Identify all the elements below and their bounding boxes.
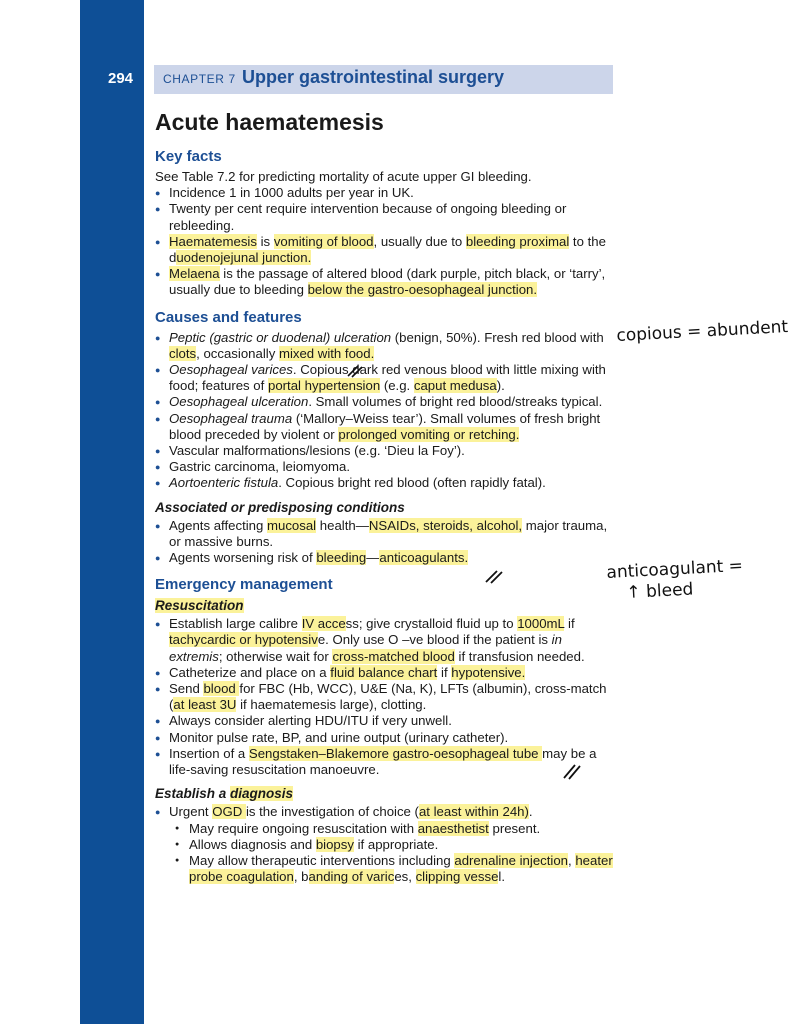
diagnosis-list	[155, 804, 615, 820]
list-item: ● Catheterize and place on a fluid balance chart if hypotensive.	[155, 665, 615, 681]
pen-strike-mark	[484, 568, 504, 584]
chapter-title: Upper gastrointestinal surgery	[242, 67, 505, 87]
list-item: ● Twenty per cent require intervention because of ongoing bleeding or rebleeding.	[155, 201, 615, 233]
list-item: ● Urgent OGD is the investigation of choice (at least within 24h).	[155, 804, 615, 820]
list-item: ● Monitor pulse rate, BP, and urine output (urinary catheter).	[155, 730, 615, 746]
list-item: ● Incidence 1 in 1000 adults per year in UK.	[155, 185, 615, 201]
list-item: ● Melaena is the passage of altered blood (dark purple, pitch black, or ‘tarry’, usually due to bleeding below the gastro-oesophageal junction.	[155, 266, 615, 298]
list-item: ● Vascular malformations/lesions (e.g. ‘Dieu la Foy’).	[155, 443, 615, 459]
list-item: ● May require ongoing resuscitation with anaesthetist present.	[155, 821, 615, 837]
list-item: ● Establish large calibre IV access; give crystalloid fluid up to 1000mL if tachycardic or hypotensive. Only use O –ve blood if the patient is in extremis; otherwise wait for cross-matched blood if transfusion needed.	[155, 616, 615, 665]
list-item: ● Agents worsening risk of bleeding—anticoagulants.	[155, 550, 615, 566]
list-item: ● Aortoenteric fistula. Copious bright red blood (often rapidly fatal).	[155, 475, 615, 491]
list-item: ● May allow therapeutic interventions including adrenaline injection, heater probe coagulation, banding of varices, clipping vessel.	[155, 853, 615, 885]
associated-list	[155, 518, 615, 567]
list-item: ● Haematemesis is vomiting of blood, usually due to bleeding proximal to the duodenojejunal junction.	[155, 234, 615, 266]
page-content	[155, 108, 615, 885]
list-item: ● Send blood for FBC (Hb, WCC), U&E (Na, K), LFTs (albumin), cross-match (at least 3U if haematemesis large), clotting.	[155, 681, 615, 713]
page-number: 294	[108, 70, 134, 87]
emergency-heading: Emergency management	[155, 576, 333, 594]
page-title: Acute haematemesis	[155, 109, 384, 135]
key-facts-list	[155, 185, 615, 298]
key-facts-heading: Key facts	[155, 148, 222, 165]
diagnosis-sublist	[155, 821, 615, 886]
list-item: ● Allows diagnosis and biopsy if appropriate.	[155, 837, 615, 853]
handwritten-note-copious: copious = abundent	[616, 317, 789, 346]
diagnosis-heading: Establish a diagnosis	[155, 786, 294, 802]
list-item: ● Oesophageal ulceration. Small volumes of bright red blood/streaks typical.	[155, 394, 615, 410]
resuscitation-list	[155, 616, 615, 778]
list-item: ● Peptic (gastric or duodenal) ulceration (benign, 50%). Fresh red blood with clots, occasionally mixed with food.	[155, 330, 615, 362]
key-facts-intro: See Table 7.2 for predicting mortality of acute upper GI bleeding.	[155, 169, 532, 184]
handwritten-note-anticoagulant: anticoagulant =	[606, 555, 744, 583]
list-item: ● Always consider alerting HDU/ITU if very unwell.	[155, 713, 615, 729]
list-item: ● Insertion of a Sengstaken–Blakemore gastro-oesophageal tube may be a life-saving resuscitation manoeuvre.	[155, 746, 615, 778]
list-item: ● Oesophageal varices. Copious dark red venous blood with little mixing with food; features of portal hypertension (e.g. caput medusa).	[155, 362, 615, 394]
resuscitation-heading: Resuscitation	[155, 598, 244, 614]
list-item: ● Oesophageal trauma (‘Mallory–Weiss tear’). Small volumes of fresh bright blood preceded by violent or prolonged vomiting or retching.	[155, 411, 615, 443]
chapter-side-band	[80, 0, 144, 1024]
chapter-label: CHAPTER 7	[163, 72, 236, 86]
list-item: ● Gastric carcinoma, leiomyoma.	[155, 459, 615, 475]
pen-strike-mark	[346, 364, 364, 378]
causes-list	[155, 330, 615, 492]
list-item: ● Agents affecting mucosal health—NSAIDs, steroids, alcohol, major trauma, or massive burns.	[155, 518, 615, 550]
pen-strike-mark	[562, 762, 582, 780]
handwritten-note-bleed: ↑ bleed	[626, 579, 694, 603]
associated-heading: Associated or predisposing conditions	[155, 499, 405, 515]
causes-heading: Causes and features	[155, 308, 302, 326]
